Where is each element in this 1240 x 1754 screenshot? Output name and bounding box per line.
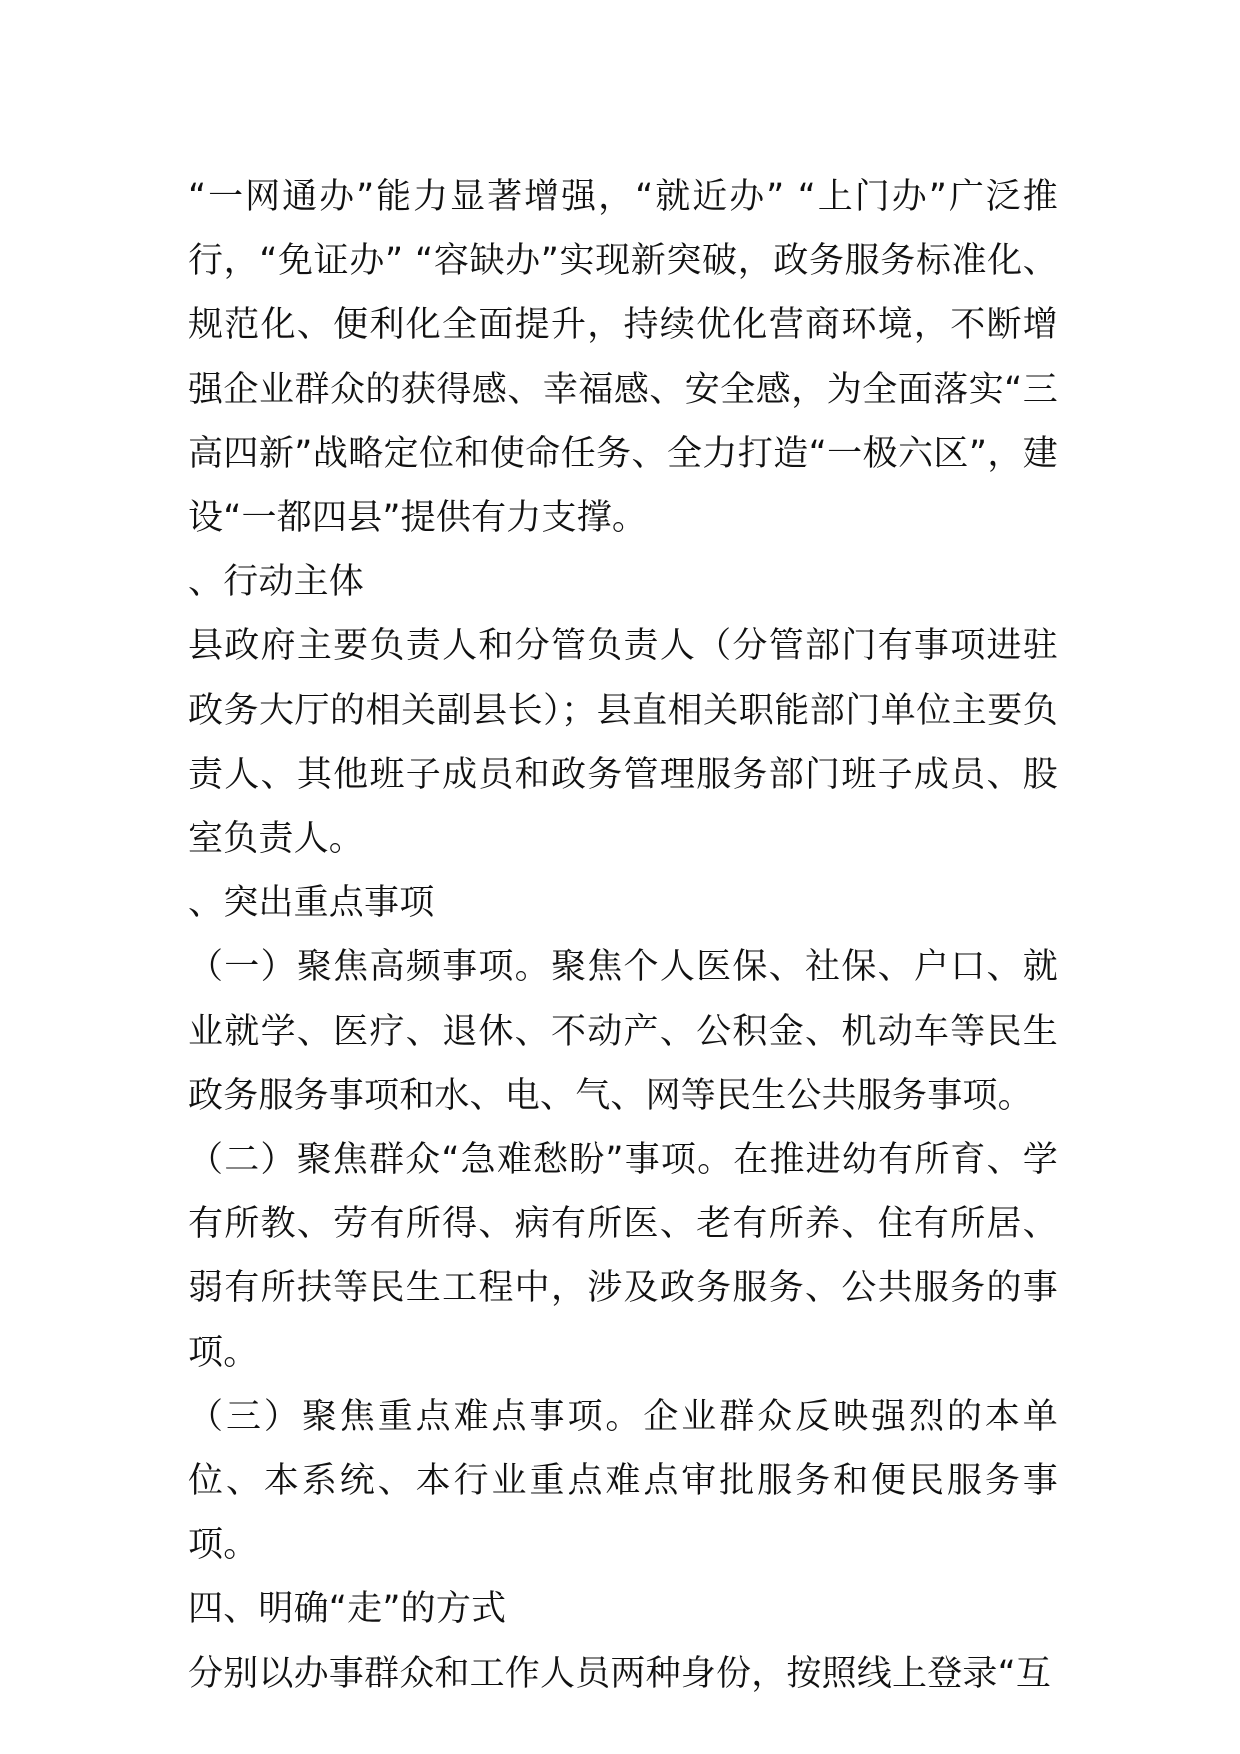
paragraph-urgent-matters: （二）聚焦群众“急难愁盼”事项。在推进幼有所育、学有所教、劳有所得、病有所医、老有所养、住有所居、弱有所扶等民生工程中，涉及政务服务、公共服务的事项。 xyxy=(188,1140,1058,1373)
paragraph-goals: “一网通办”能力显著增强，“就近办” “上门办”广泛推行，“免证办” “容缺办”实现新突破，政务服务标准化、规范化、便利化全面提升，持续优化营商环境，不断增强企业群众的获得感、幸福感、安全感，为全面落实“三高四新”战略定位和使命任务、全力打造“一极六区”，建设“一都四县”提供有力支撑。 xyxy=(188,177,1058,539)
document-body xyxy=(188,165,1058,1706)
heading-action-subjects: 、行动主体 xyxy=(188,562,365,603)
paragraph-difficult-matters: （三）聚焦重点难点事项。企业群众反映强烈的本单位、本系统、本行业重点难点审批服务和便民服务事项。 xyxy=(188,1396,1058,1566)
paragraph-action-subjects: 县政府主要负责人和分管负责人（分管部门有事项进驻政务大厅的相关副县长）；县直相关职能部门单位主要负责人、其他班子成员和政务管理服务部门班子成员、股室负责人。 xyxy=(188,626,1058,860)
heading-key-matters: 、突出重点事项 xyxy=(188,883,435,924)
heading-walk-method: 四、明确“走”的方式 xyxy=(188,1589,507,1630)
paragraph-walk-method: 分别以办事群众和工作人员两种身份，按照线上登录“互 xyxy=(188,1653,1052,1694)
paragraph-high-frequency-matters: （一）聚焦高频事项。聚焦个人医保、社保、户口、就业就学、医疗、退休、不动产、公积金、机动车等民生政务服务事项和水、电、气、网等民生公共服务事项。 xyxy=(188,947,1058,1116)
